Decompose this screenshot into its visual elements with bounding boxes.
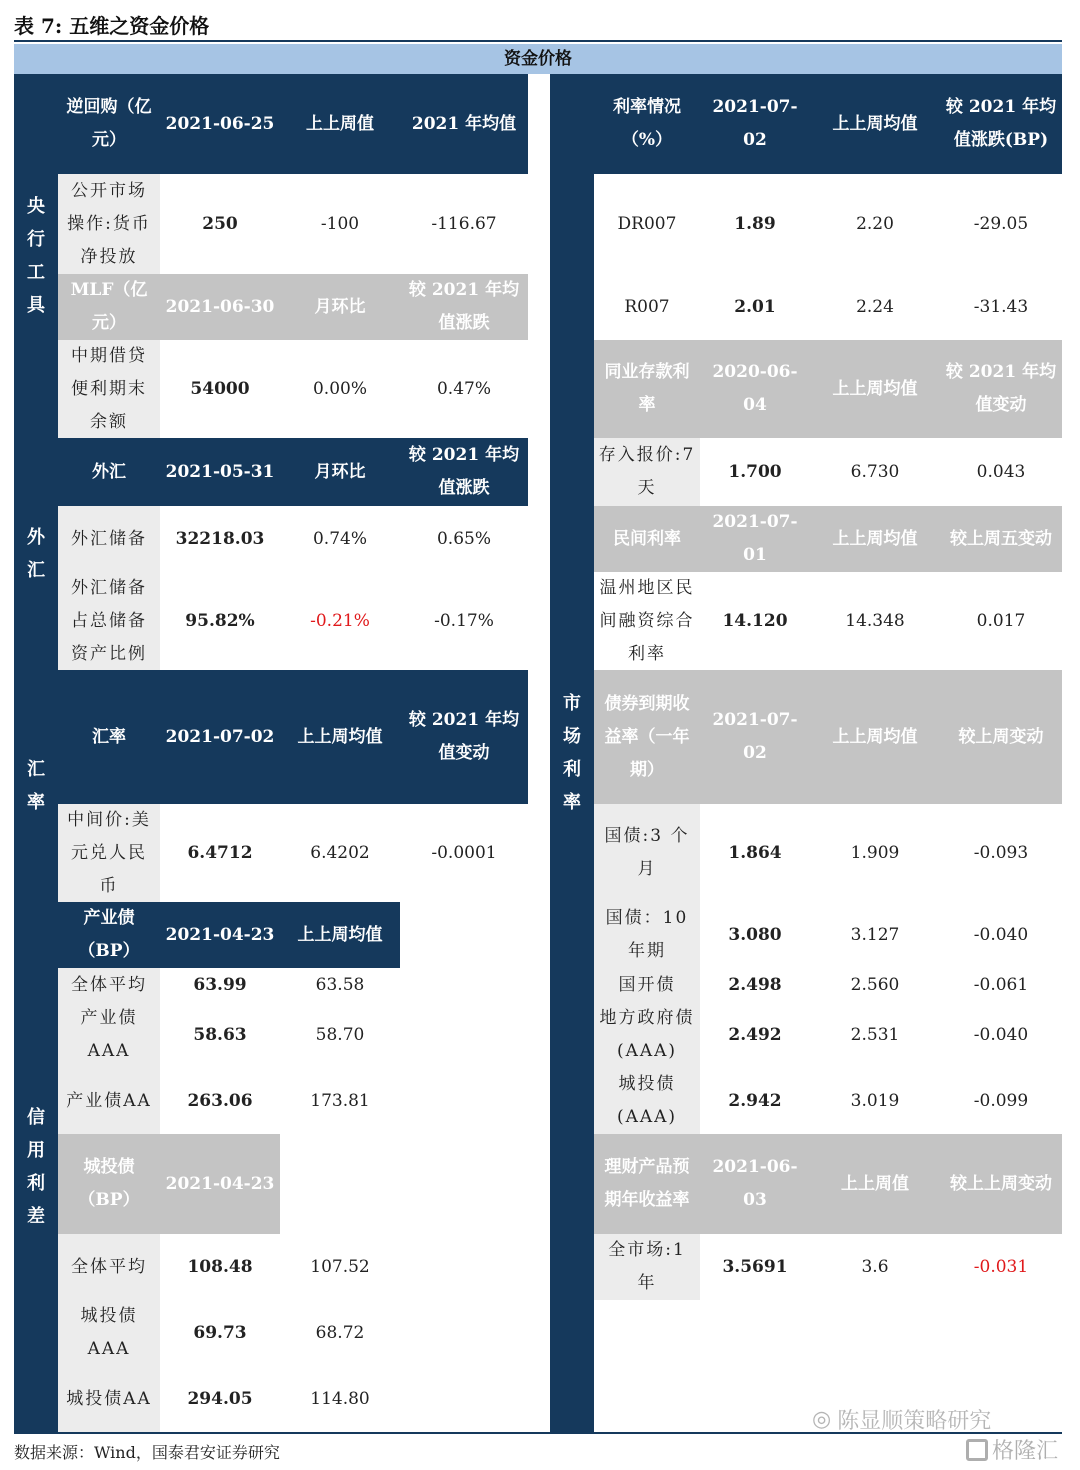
urban-bond-row3-value: 294.05 bbox=[187, 1388, 253, 1409]
urban-bond-row3-label: 城投债AA bbox=[58, 1366, 160, 1432]
private-row-label: 温州地区民间融资综合利率 bbox=[599, 577, 695, 664]
fx-header: 外汇 bbox=[58, 438, 160, 506]
rates-row1-avg: -29.05 bbox=[973, 213, 1029, 234]
urban-bond-row2-value: 69.73 bbox=[193, 1322, 247, 1343]
wealth-change: 较上上周变动 bbox=[940, 1134, 1062, 1234]
bond-yield-row3-change: -0.061 bbox=[973, 974, 1029, 995]
industry-bond-row3-label: 产业债AA bbox=[58, 1068, 160, 1134]
private-prev-value: 14.348 bbox=[845, 610, 905, 631]
brand-name: 格隆汇 bbox=[992, 1439, 1059, 1464]
industry-bond-row3-value: 263.06 bbox=[187, 1090, 253, 1111]
exchange-rate-prev-value: 6.4202 bbox=[310, 842, 370, 863]
private-prev: 上上周均值 bbox=[810, 506, 940, 572]
bond-yield-row1-change: -0.093 bbox=[973, 842, 1029, 863]
urban-bond-date: 2021-04-23 bbox=[160, 1134, 280, 1234]
ncd-prev: 上上周均值 bbox=[810, 340, 940, 438]
wechat-name: 陈显顺策略研究 bbox=[837, 1409, 992, 1434]
reverse-repo-prev: 上上周值 bbox=[280, 74, 400, 174]
private-change-value: 0.017 bbox=[976, 610, 1026, 631]
fx-row1-mom: 0.74% bbox=[312, 528, 367, 549]
side-label-exchange-rate: 汇率 bbox=[14, 670, 58, 902]
side-label-market-rate: 市场利率 bbox=[550, 74, 594, 1432]
bond-yield-row5-prev: 3.019 bbox=[850, 1090, 900, 1111]
fx-row1-avg: 0.65% bbox=[436, 528, 491, 549]
wealth-change-value: -0.031 bbox=[973, 1256, 1029, 1277]
exchange-rate-row-label: 中间价:美元兑人民币 bbox=[58, 804, 160, 902]
ncd-avg-value: 0.043 bbox=[976, 461, 1026, 482]
bond-yield-row1-value: 1.864 bbox=[728, 842, 782, 863]
private-date: 2021-07-01 bbox=[700, 506, 810, 572]
wealth-value: 3.5691 bbox=[722, 1256, 788, 1277]
industry-bond-row3-prev: 173.81 bbox=[310, 1090, 370, 1111]
bond-yield-row4-label: 地方政府债(AAA) bbox=[594, 1002, 700, 1068]
side-label-fx: 外汇 bbox=[14, 438, 58, 670]
ncd-avg: 较 2021 年均值变动 bbox=[940, 340, 1062, 438]
reverse-repo-prev-value: -100 bbox=[320, 213, 360, 234]
fx-row1-value: 32218.03 bbox=[175, 528, 265, 549]
bond-yield-row4-change: -0.040 bbox=[973, 1024, 1029, 1045]
reverse-repo-avg-value: -116.67 bbox=[431, 213, 497, 234]
fx-row2-avg: -0.17% bbox=[434, 610, 494, 631]
bond-yield-row3-prev: 2.560 bbox=[850, 974, 900, 995]
rates-row2-avg: -31.43 bbox=[973, 296, 1029, 317]
mlf-avg-value: 0.47% bbox=[436, 378, 491, 399]
reverse-repo-row-label: 公开市场操作:货币净投放 bbox=[58, 174, 160, 274]
urban-bond-row2-label: 城投债AAA bbox=[58, 1300, 160, 1366]
urban-bond-header: 城投债（BP） bbox=[58, 1134, 160, 1234]
bond-yield-row5-change: -0.099 bbox=[973, 1090, 1029, 1111]
urban-bond-row1-value: 108.48 bbox=[187, 1256, 253, 1277]
urban-bond-row2-prev: 68.72 bbox=[315, 1322, 365, 1343]
bond-yield-row3-label: 国开债 bbox=[594, 968, 700, 1002]
rates-header: 利率情况（%） bbox=[594, 74, 700, 174]
rates-row1-prev: 2.20 bbox=[856, 213, 894, 234]
fx-mom: 月环比 bbox=[280, 438, 400, 506]
wealth-row-label: 全市场:1 年 bbox=[594, 1234, 700, 1300]
industry-bond-row1-value: 63.99 bbox=[193, 974, 247, 995]
rates-date: 2021-07-02 bbox=[700, 74, 810, 174]
brand-logo-icon bbox=[966, 1439, 988, 1461]
section-banner: 资金价格 bbox=[14, 44, 1062, 74]
side-label-credit-spread: 信用利差 bbox=[14, 902, 58, 1432]
rates-avg: 较 2021 年均值涨跌(BP) bbox=[940, 74, 1062, 174]
reverse-repo-header: 逆回购（亿元） bbox=[58, 74, 160, 174]
bond-yield-row3-value: 2.498 bbox=[728, 974, 782, 995]
exchange-rate-date: 2021-07-02 bbox=[160, 670, 280, 804]
industry-bond-row1-label: 全体平均 bbox=[58, 968, 160, 1002]
industry-bond-row2-prev: 58.70 bbox=[315, 1024, 365, 1045]
bond-yield-change: 较上周变动 bbox=[940, 670, 1062, 804]
source-note: 数据来源：Wind，国泰君安证券研究 bbox=[14, 1443, 280, 1462]
industry-bond-row1-prev: 63.58 bbox=[315, 974, 365, 995]
private-change: 较上周五变动 bbox=[940, 506, 1062, 572]
bond-yield-header: 债券到期收益率（一年期） bbox=[594, 670, 700, 804]
mlf-row-label: 中期借贷便利期末余额 bbox=[58, 340, 160, 438]
reverse-repo-avg: 2021 年均值 bbox=[400, 74, 528, 174]
mlf-mom: 月环比 bbox=[280, 274, 400, 340]
wechat-icon: ◎ bbox=[812, 1407, 832, 1432]
ncd-header: 同业存款利率 bbox=[594, 340, 700, 438]
reverse-repo-value: 250 bbox=[202, 213, 238, 234]
industry-bond-row2-value: 58.63 bbox=[193, 1024, 247, 1045]
industry-bond-row2-label: 产业债AAA bbox=[58, 1002, 160, 1068]
ncd-prev-value: 6.730 bbox=[850, 461, 900, 482]
urban-bond-row1-label: 全体平均 bbox=[58, 1234, 160, 1300]
rates-row2-prev: 2.24 bbox=[856, 296, 894, 317]
fx-row2-label: 外汇储备占总储备资产比例 bbox=[58, 572, 160, 670]
bond-yield-row2-label: 国债：10 年期 bbox=[594, 902, 700, 968]
wealth-prev: 上上周值 bbox=[810, 1134, 940, 1234]
wealth-header: 理财产品预期年收益率 bbox=[594, 1134, 700, 1234]
industry-bond-header: 产业债（BP） bbox=[58, 902, 160, 968]
urban-bond-row1-prev: 107.52 bbox=[310, 1256, 370, 1277]
side-label-central-bank: 央行工具 bbox=[14, 74, 58, 438]
bond-yield-row1-label: 国债:3 个月 bbox=[594, 804, 700, 902]
private-header: 民间利率 bbox=[594, 506, 700, 572]
bond-yield-row5-value: 2.942 bbox=[728, 1090, 782, 1111]
mlf-date: 2021-06-30 bbox=[160, 274, 280, 340]
reverse-repo-date: 2021-06-25 bbox=[160, 74, 280, 174]
ncd-date: 2020-06-04 bbox=[700, 340, 810, 438]
bond-yield-row2-change: -0.040 bbox=[973, 924, 1029, 945]
bond-yield-row4-value: 2.492 bbox=[728, 1024, 782, 1045]
mlf-mom-value: 0.00% bbox=[312, 378, 367, 399]
fx-date: 2021-05-31 bbox=[160, 438, 280, 506]
rates-row2-label: R007 bbox=[624, 296, 670, 317]
exchange-rate-prev: 上上周均值 bbox=[280, 670, 400, 804]
industry-bond-prev: 上上周均值 bbox=[280, 902, 400, 968]
fx-avg: 较 2021 年均值涨跌 bbox=[400, 438, 528, 506]
bond-yield-date: 2021-07-02 bbox=[700, 670, 810, 804]
fx-row2-mom: -0.21% bbox=[310, 610, 370, 631]
rates-prev: 上上周均值 bbox=[810, 74, 940, 174]
wealth-prev-value: 3.6 bbox=[861, 1256, 889, 1277]
urban-bond-row3-prev: 114.80 bbox=[310, 1388, 370, 1409]
mlf-value: 54000 bbox=[190, 378, 250, 399]
brand-watermark bbox=[966, 1434, 1058, 1465]
rates-row1-label: DR007 bbox=[617, 213, 677, 234]
bond-yield-row5-label: 城投债(AAA) bbox=[594, 1068, 700, 1134]
rates-row2-value: 2.01 bbox=[734, 296, 776, 317]
ncd-row-label: 存入报价:7 天 bbox=[594, 438, 700, 506]
industry-bond-date: 2021-04-23 bbox=[160, 902, 280, 968]
mlf-avg: 较 2021 年均值涨跌 bbox=[400, 274, 528, 340]
fx-row2-value: 95.82% bbox=[185, 610, 255, 631]
mlf-header: MLF（亿元） bbox=[58, 274, 160, 340]
exchange-rate-avg-value: -0.0001 bbox=[431, 842, 497, 863]
private-value: 14.120 bbox=[722, 610, 788, 631]
wechat-watermark bbox=[812, 1404, 991, 1435]
exchange-rate-value: 6.4712 bbox=[187, 842, 253, 863]
exchange-rate-header: 汇率 bbox=[58, 670, 160, 804]
bond-yield-row4-prev: 2.531 bbox=[850, 1024, 900, 1045]
exchange-rate-avg: 较 2021 年均值变动 bbox=[400, 670, 528, 804]
rates-row1-value: 1.89 bbox=[734, 213, 776, 234]
wealth-date: 2021-06-03 bbox=[700, 1134, 810, 1234]
bond-yield-row1-prev: 1.909 bbox=[850, 842, 900, 863]
fx-row1-label: 外汇储备 bbox=[58, 506, 160, 572]
ncd-value: 1.700 bbox=[728, 461, 782, 482]
bond-yield-row2-prev: 3.127 bbox=[850, 924, 900, 945]
table-title: 表 7: 五维之资金价格 bbox=[14, 14, 210, 38]
bond-yield-row2-value: 3.080 bbox=[728, 924, 782, 945]
bond-yield-prev: 上上周均值 bbox=[810, 670, 940, 804]
